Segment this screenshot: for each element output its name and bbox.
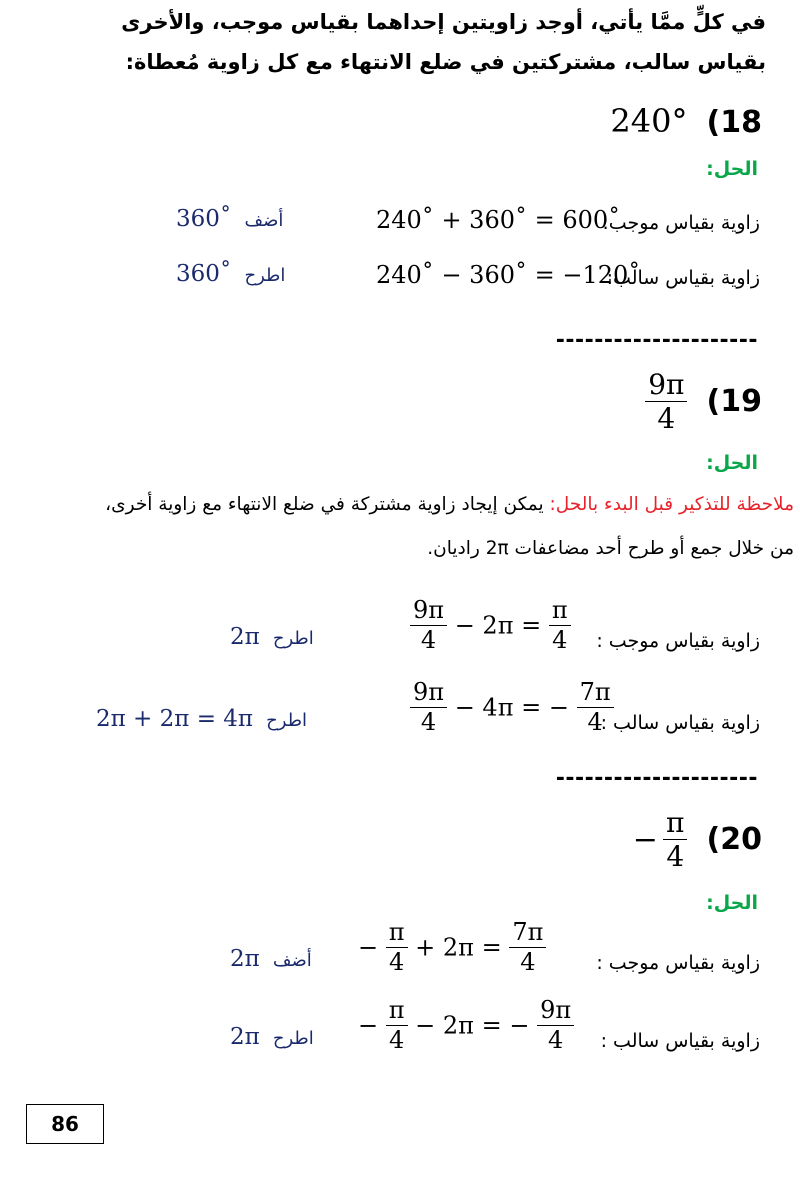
intro-line-1: في كلٍّ ممَّا يأتي، أوجد زاويتين إحداهما بقياس موجب، والأخرى [121, 10, 766, 34]
q19-note-line-1 [105, 494, 794, 515]
separator-2: --------------------- [555, 766, 758, 791]
q18-neg-hint-value: 360˚ [176, 261, 232, 287]
q19-angle: $\frac{9\pi}{4}$ [645, 370, 687, 434]
q20-solution-label: الحل: [706, 892, 758, 914]
q20-header [633, 808, 762, 872]
q20-pos-hint-word: أضف [272, 950, 312, 971]
q18-header [610, 102, 762, 140]
q19-neg-expr: $\frac{9\pi}{4}$ − 4π = − $\frac{7\pi}{4}$ [410, 680, 614, 735]
q19-header [645, 370, 762, 434]
q19-pos-hint-word: اطرح [272, 628, 314, 649]
q20-angle: $\frac{\pi}{4}$ [663, 808, 687, 872]
q18-solution-label: الحل: [706, 158, 758, 180]
q20-pos-hint-value: 2π [230, 946, 260, 972]
q18-pos-hint [176, 206, 283, 232]
q18-pos-hint-word: أضف [244, 210, 284, 231]
q19-pos-expr: $\frac{9\pi}{4}$ − 2π = $\frac{\pi}{4}$ [410, 598, 571, 653]
q18-number: (18 [706, 105, 762, 140]
q20-pos-expr: − $\frac{\pi}{4}$ + 2π = $\frac{7\pi}{4}$ [358, 920, 546, 975]
q18-angle: 240° [610, 102, 688, 140]
q19-note-line-2: من خلال جمع أو طرح أحد مضاعفات 2π راديان. [427, 538, 794, 559]
q19-neg-hint-value: 2π + 2π = 4π [96, 706, 254, 732]
q20-neg-hint-value: 2π [230, 1024, 260, 1050]
q18-neg-label: زاوية بقياس سالب: [606, 267, 760, 289]
q18-pos-label: زاوية بقياس موجب: [602, 212, 760, 234]
q19-neg-label: زاوية بقياس سالب : [600, 712, 760, 734]
q19-solution-label: الحل: [706, 452, 758, 474]
q20-neg-expr: − $\frac{\pi}{4}$ − 2π = − $\frac{9\pi}{4}$ [358, 998, 574, 1053]
q18-neg-expr: 240˚ − 360˚ = −120˚ [376, 261, 641, 289]
q18-pos-hint-value: 360˚ [176, 206, 232, 232]
q18-neg-hint [176, 261, 285, 287]
page-number: 86 [26, 1104, 104, 1144]
q18-neg-hint-word: اطرح [244, 265, 286, 286]
q19-note-label: ملاحظة للتذكير قبل البدء بالحل: [549, 494, 794, 515]
q19-neg-hint [96, 706, 307, 732]
q19-pos-hint [230, 624, 314, 650]
q19-pos-label: زاوية بقياس موجب : [596, 630, 760, 652]
q20-neg-hint-word: اطرح [272, 1028, 314, 1049]
q19-note-text: يمكن إيجاد زاوية مشتركة في ضلع الانتهاء مع زاوية أخرى، [105, 494, 544, 515]
q20-pos-label: زاوية بقياس موجب : [596, 952, 760, 974]
q19-neg-hint-word: اطرح [266, 710, 308, 731]
q20-number: (20 [706, 822, 762, 858]
q20-angle-sign: − [632, 822, 658, 858]
q20-pos-hint [230, 946, 312, 972]
q20-neg-hint [230, 1024, 314, 1050]
q19-number: (19 [706, 384, 762, 420]
q19-pos-hint-value: 2π [230, 624, 260, 650]
q18-pos-expr: 240˚ + 360˚ = 600˚ [376, 206, 621, 234]
separator-1: --------------------- [555, 328, 758, 353]
intro-line-2: بقياس سالب، مشتركتين في ضلع الانتهاء مع كل زاوية مُعطاة: [125, 50, 766, 74]
q20-neg-label: زاوية بقياس سالب : [600, 1030, 760, 1052]
